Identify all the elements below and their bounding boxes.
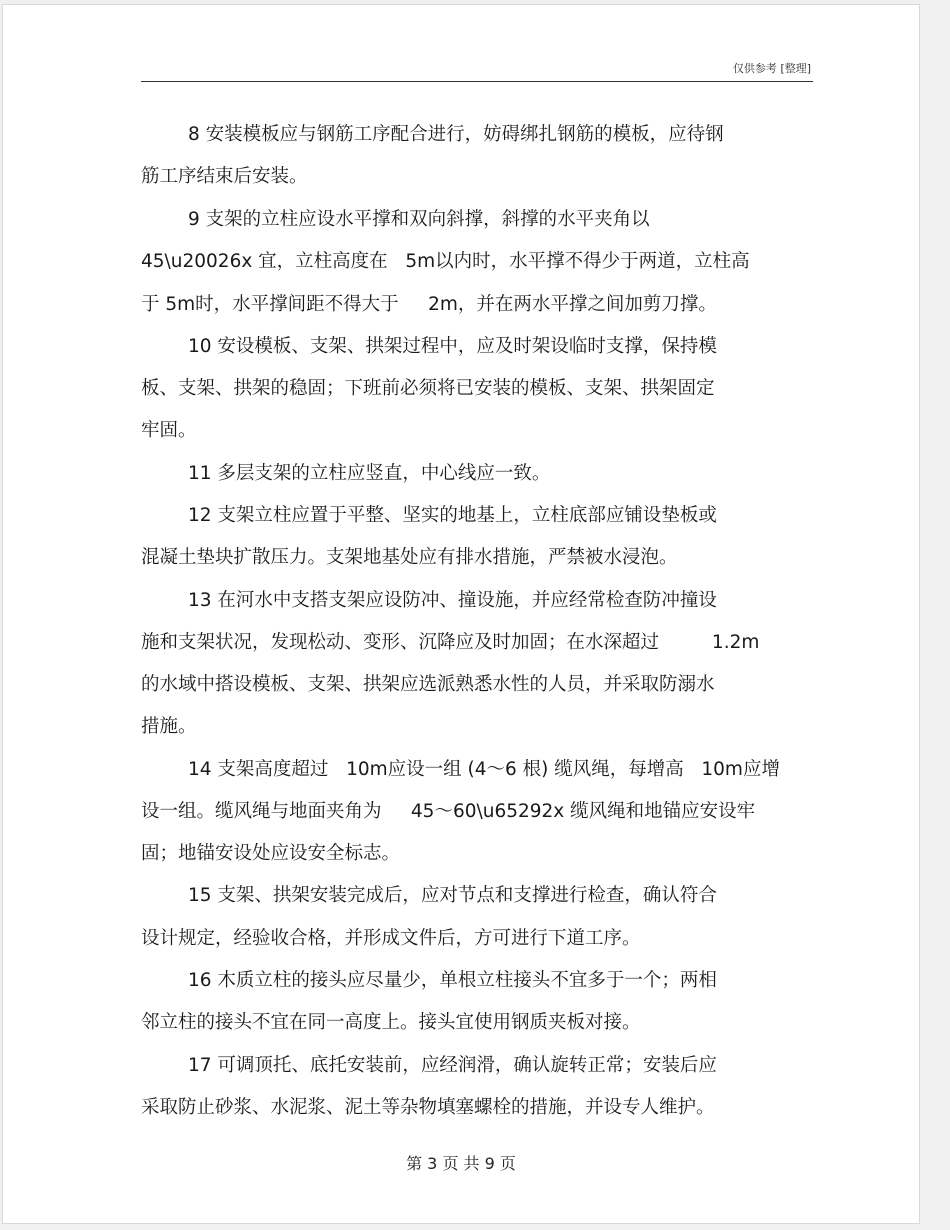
text-line: 13 在河水中支搭支架应设防冲、撞设施，并应经常检查防冲撞设 — [188, 590, 717, 611]
text-line: 12 支架立柱应置于平整、坚实的地基上，立柱底部应铺设垫板或 — [188, 505, 717, 526]
text-line: 牢固。 — [141, 420, 197, 441]
text-line: 筋工序结束后安装。 — [141, 166, 308, 187]
text-line: 14 支架高度超过 10m应设一组 (4～6 根) 缆风绳，每增高 10m应增 — [188, 759, 780, 780]
text-line: 板、支架、拱架的稳固；下班前必须将已安装的模板、支架、拱架固定 — [141, 378, 715, 399]
text-line: 邻立柱的接头不宜在同一高度上。接头宜使用钢质夹板对接。 — [141, 1012, 641, 1033]
text-line: 于 5m时，水平撑间距不得大于 2m，并在两水平撑之间加剪刀撑。 — [141, 294, 717, 315]
text-line: 设计规定，经验收合格，并形成文件后，方可进行下道工序。 — [141, 928, 641, 949]
text-line: 设一组。缆风绳与地面夹角为 45～60\u65292x 缆风绳和地锚应安设牢 — [141, 801, 756, 822]
text-line: 10 安设模板、支架、拱架过程中，应及时架设临时支撑，保持模 — [188, 336, 717, 357]
text-line: 15 支架、拱架安装完成后，应对节点和支撑进行检查，确认符合 — [188, 885, 717, 906]
text-line: 17 可调顶托、底托安装前，应经润滑，确认旋转正常；安装后应 — [188, 1055, 717, 1076]
header-note: 仅供参考 [整理] — [732, 62, 811, 75]
text-line: 施和支架状况，发现松动、变形、沉降应及时加固；在水深超过 1.2m — [141, 632, 760, 653]
text-line: 11 多层支架的立柱应竖直，中心线应一致。 — [188, 463, 551, 484]
text-line: 混凝土垫块扩散压力。支架地基处应有排水措施，严禁被水浸泡。 — [141, 547, 678, 568]
text-line: 16 木质立柱的接头应尽量少，单根立柱接头不宜多于一个；两相 — [188, 970, 717, 991]
text-line: 45\u20026x 宜，立柱高度在 5m以内时，水平撑不得少于两道，立柱高 — [141, 251, 750, 272]
text-line: 采取防止砂浆、水泥浆、泥土等杂物填塞螺栓的措施，并设专人维护。 — [141, 1097, 715, 1118]
text-line: 9 支架的立柱应设水平撑和双向斜撑，斜撑的水平夹角以 — [188, 209, 650, 230]
header-divider — [141, 81, 813, 82]
text-line: 措施。 — [141, 716, 197, 737]
text-line: 8 安装模板应与钢筋工序配合进行，妨碍绑扎钢筋的模板，应待钢 — [188, 124, 724, 145]
document-page — [2, 4, 920, 1224]
text-line: 的水域中搭设模板、支架、拱架应选派熟悉水性的人员，并采取防溺水 — [141, 674, 715, 695]
text-line: 固；地锚安设处应设安全标志。 — [141, 843, 401, 864]
page-number: 第 3 页 共 9 页 — [406, 1154, 516, 1173]
